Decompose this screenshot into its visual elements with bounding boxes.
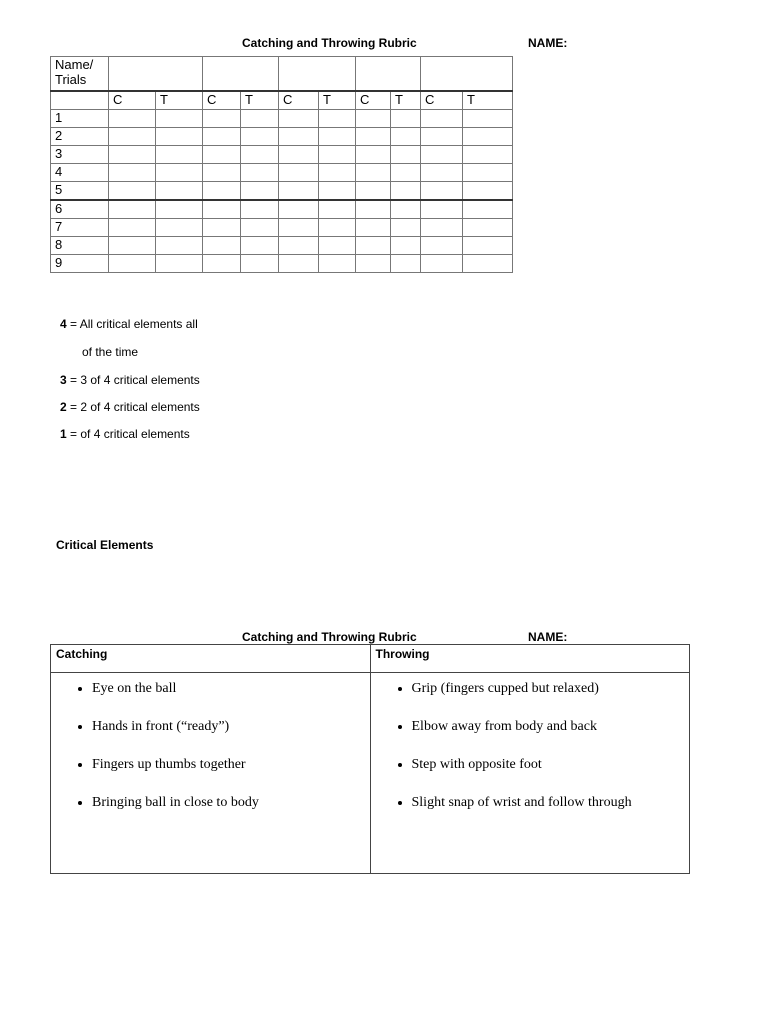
list-item: • Slight snap of wrist and follow through: [412, 794, 689, 811]
rubric-title: Catching and Throwing Rubric: [242, 36, 417, 50]
name-cell[interactable]: [279, 57, 356, 92]
score-cell[interactable]: [109, 146, 156, 164]
score-cell[interactable]: [241, 110, 279, 128]
critical-elements-table: [50, 644, 690, 874]
ct-header-cell: C: [109, 91, 156, 110]
score-cell[interactable]: [463, 128, 513, 146]
score-cell[interactable]: [463, 255, 513, 273]
score-cell[interactable]: [463, 237, 513, 255]
score-cell[interactable]: [241, 146, 279, 164]
catching-cell: [51, 673, 371, 874]
score-cell[interactable]: [203, 146, 241, 164]
score-cell[interactable]: [356, 164, 391, 182]
score-cell[interactable]: [109, 128, 156, 146]
ct-header-cell: T: [463, 91, 513, 110]
score-cell[interactable]: [421, 146, 463, 164]
score-key-3: 3 = 3 of 4 critical elements: [60, 373, 200, 387]
name-row: [51, 57, 513, 92]
score-cell[interactable]: [463, 182, 513, 201]
score-cell[interactable]: [421, 237, 463, 255]
score-cell[interactable]: [279, 146, 319, 164]
score-cell[interactable]: [109, 237, 156, 255]
score-cell[interactable]: [463, 164, 513, 182]
ct-header-cell: C: [356, 91, 391, 110]
list-item: • Bringing ball in close to body: [92, 794, 369, 811]
score-cell[interactable]: [203, 237, 241, 255]
score-cell[interactable]: [356, 200, 391, 219]
score-cell[interactable]: [421, 182, 463, 201]
score-cell[interactable]: [463, 110, 513, 128]
score-cell[interactable]: [109, 110, 156, 128]
score-cell[interactable]: [156, 182, 203, 201]
row-number: 2: [51, 128, 109, 146]
score-cell[interactable]: [391, 200, 421, 219]
throwing-cell: [370, 673, 690, 874]
table-row: [51, 200, 513, 219]
score-cell[interactable]: [391, 182, 421, 201]
ct-header-cell: C: [279, 91, 319, 110]
score-cell[interactable]: [356, 182, 391, 201]
score-cell[interactable]: [109, 164, 156, 182]
score-cell[interactable]: [203, 164, 241, 182]
score-cell[interactable]: [463, 200, 513, 219]
score-cell[interactable]: [356, 146, 391, 164]
score-cell[interactable]: [241, 128, 279, 146]
list-item: • Fingers up thumbs together: [92, 756, 369, 773]
rubric-title-2: Catching and Throwing Rubric: [242, 630, 417, 644]
score-cell[interactable]: [421, 255, 463, 273]
name-cell[interactable]: [421, 57, 513, 92]
score-cell[interactable]: [391, 110, 421, 128]
score-cell[interactable]: [279, 255, 319, 273]
score-cell[interactable]: [241, 200, 279, 219]
score-cell[interactable]: [356, 128, 391, 146]
score-cell[interactable]: [319, 182, 356, 201]
list-item: • Hands in front (“ready”): [92, 718, 369, 735]
score-cell[interactable]: [156, 146, 203, 164]
score-cell[interactable]: [241, 219, 279, 237]
ct-header-cell: C: [421, 91, 463, 110]
name-trials-header: Name/ Trials: [51, 57, 109, 92]
catching-header: Catching: [51, 645, 371, 673]
score-cell[interactable]: [109, 219, 156, 237]
score-cell[interactable]: [279, 182, 319, 201]
name-label: NAME:: [528, 36, 568, 50]
score-cell[interactable]: [319, 237, 356, 255]
score-cell[interactable]: [421, 219, 463, 237]
ct-header-cell: C: [203, 91, 241, 110]
score-cell[interactable]: [356, 237, 391, 255]
score-cell[interactable]: [279, 219, 319, 237]
row-number: 7: [51, 219, 109, 237]
score-cell[interactable]: [319, 164, 356, 182]
score-cell[interactable]: [391, 164, 421, 182]
score-cell[interactable]: [391, 255, 421, 273]
trials-grid: [50, 56, 513, 273]
ct-header-cell: T: [241, 91, 279, 110]
score-cell[interactable]: [156, 128, 203, 146]
score-cell[interactable]: [156, 219, 203, 237]
score-cell[interactable]: [391, 146, 421, 164]
score-cell[interactable]: [109, 200, 156, 219]
empty-header-cell: [51, 91, 109, 110]
ct-header-row: [51, 91, 513, 110]
score-cell[interactable]: [421, 128, 463, 146]
score-cell[interactable]: [241, 164, 279, 182]
table-row: [51, 110, 513, 128]
table-row: [51, 237, 513, 255]
score-cell[interactable]: [156, 110, 203, 128]
list-item: • Grip (fingers cupped but relaxed): [412, 680, 689, 697]
score-cell[interactable]: [391, 237, 421, 255]
score-cell[interactable]: [319, 255, 356, 273]
score-cell[interactable]: [156, 255, 203, 273]
score-cell[interactable]: [279, 164, 319, 182]
score-cell[interactable]: [203, 255, 241, 273]
table-row: [51, 128, 513, 146]
row-number: 8: [51, 237, 109, 255]
row-number: 9: [51, 255, 109, 273]
table-row: [51, 164, 513, 182]
name-label-2: NAME:: [528, 630, 568, 644]
row-number: 3: [51, 146, 109, 164]
score-cell[interactable]: [279, 200, 319, 219]
row-number: 6: [51, 200, 109, 219]
score-cell[interactable]: [241, 255, 279, 273]
list-item: • Step with opposite foot: [412, 756, 689, 773]
table-row: [51, 182, 513, 201]
list-item: • Elbow away from body and back: [412, 718, 689, 735]
score-cell[interactable]: [391, 128, 421, 146]
name-cell[interactable]: [203, 57, 279, 92]
score-key-4-cont: of the time: [82, 345, 139, 359]
score-cell[interactable]: [421, 164, 463, 182]
score-cell[interactable]: [356, 255, 391, 273]
score-cell[interactable]: [156, 200, 203, 219]
throwing-list: [372, 680, 689, 811]
ct-header-cell: T: [156, 91, 203, 110]
score-key-2: 2 = 2 of 4 critical elements: [60, 400, 200, 414]
score-cell[interactable]: [203, 110, 241, 128]
row-number: 4: [51, 164, 109, 182]
score-cell[interactable]: [421, 200, 463, 219]
critical-elements-heading: Critical Elements: [56, 538, 154, 552]
score-cell[interactable]: [109, 255, 156, 273]
score-cell[interactable]: [356, 219, 391, 237]
ct-header-cell: T: [391, 91, 421, 110]
score-cell[interactable]: [203, 128, 241, 146]
table-row: [51, 219, 513, 237]
name-cell[interactable]: [356, 57, 421, 92]
score-cell[interactable]: [241, 237, 279, 255]
score-cell[interactable]: [156, 237, 203, 255]
score-cell[interactable]: [319, 219, 356, 237]
row-number: 1: [51, 110, 109, 128]
name-cell[interactable]: [109, 57, 203, 92]
row-number: 5: [51, 182, 109, 201]
score-cell[interactable]: [203, 182, 241, 201]
table-row: [51, 255, 513, 273]
score-cell[interactable]: [156, 164, 203, 182]
score-cell[interactable]: [109, 182, 156, 201]
catching-list: [52, 680, 369, 811]
score-cell[interactable]: [319, 110, 356, 128]
score-cell[interactable]: [279, 110, 319, 128]
score-cell[interactable]: [356, 110, 391, 128]
score-cell[interactable]: [463, 146, 513, 164]
score-cell[interactable]: [203, 219, 241, 237]
score-cell[interactable]: [203, 200, 241, 219]
score-cell[interactable]: [319, 128, 356, 146]
score-cell[interactable]: [463, 219, 513, 237]
throwing-header: Throwing: [370, 645, 690, 673]
score-key-4: 4 = All critical elements all: [60, 317, 198, 331]
list-item: • Eye on the ball: [92, 680, 369, 697]
score-key-1: 1 = of 4 critical elements: [60, 427, 190, 441]
score-cell[interactable]: [241, 182, 279, 201]
score-cell[interactable]: [319, 200, 356, 219]
score-cell[interactable]: [319, 146, 356, 164]
ct-header-cell: T: [319, 91, 356, 110]
score-cell[interactable]: [421, 110, 463, 128]
score-cell[interactable]: [279, 128, 319, 146]
score-cell[interactable]: [391, 219, 421, 237]
score-cell[interactable]: [279, 237, 319, 255]
table-row: [51, 146, 513, 164]
